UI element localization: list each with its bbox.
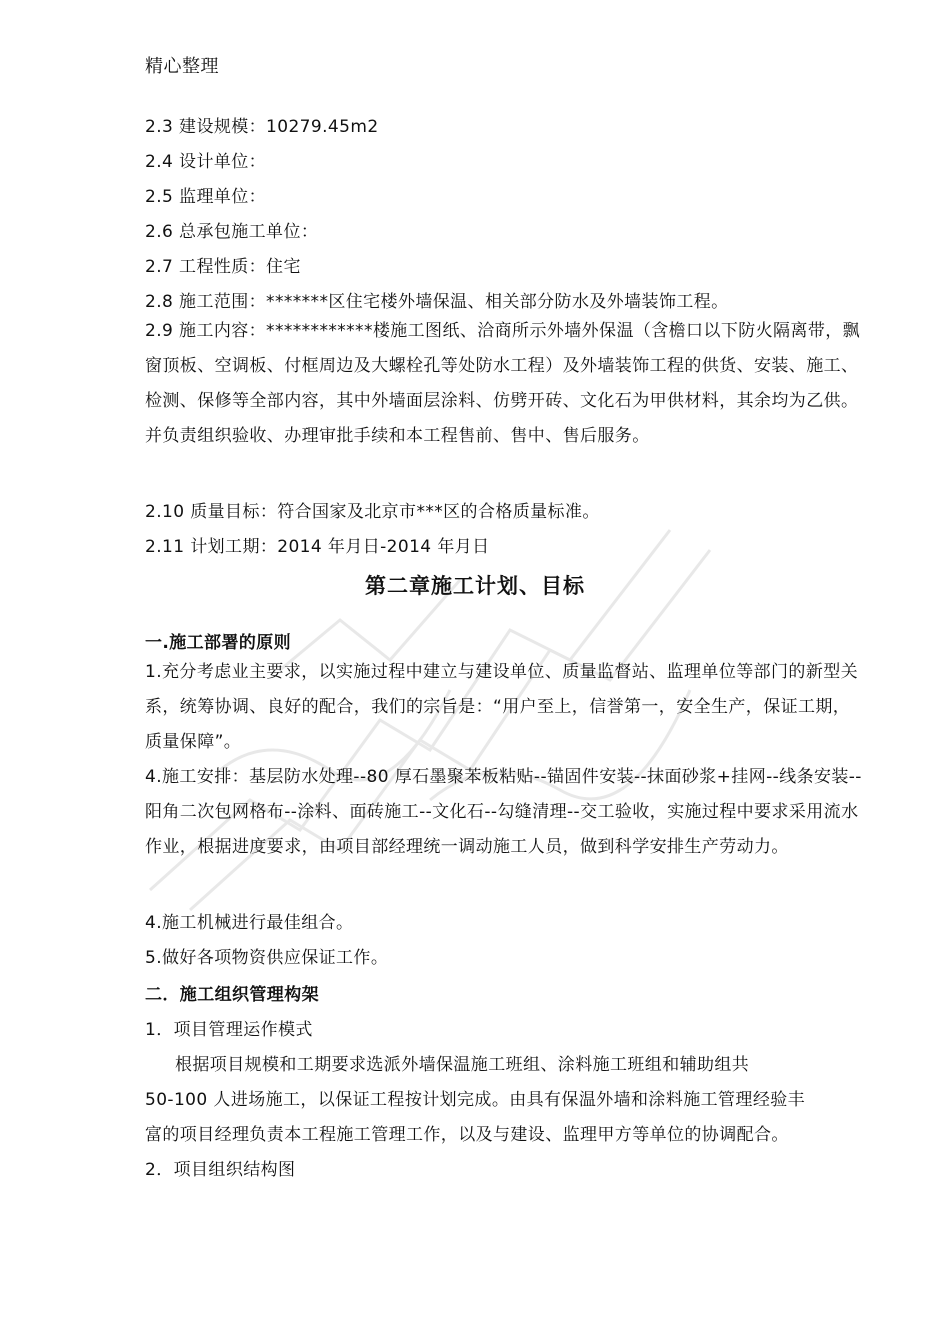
section-2-paragraph-line-3: 富的项目经理负责本工程施工管理工作，以及与建设、监理甲方等单位的协调配合。	[145, 1125, 789, 1145]
item-2-4: 2.4 设计单位：	[145, 152, 267, 172]
section-1-heading: 一.施工部署的原则	[145, 633, 292, 653]
section-2-paragraph-line-2: 50-100 人进场施工，以保证工程按计划完成。由具有保温外墙和涂料施工管理经验丰	[145, 1090, 806, 1110]
item-2-3: 2.3 建设规模：10279.45m2	[145, 117, 379, 137]
item-2-5: 2.5 监理单位：	[145, 187, 267, 207]
section-1-paragraph-4: 5.做好各项物资供应保证工作。	[145, 948, 389, 968]
item-2-10: 2.10 质量目标：符合国家及北京市***区的合格质量标准。	[145, 502, 600, 522]
section-1-paragraph-3: 4.施工机械进行最佳组合。	[145, 913, 354, 933]
item-2-6: 2.6 总承包施工单位：	[145, 222, 319, 242]
chapter-title: 第二章施工计划、目标	[365, 574, 585, 598]
section-2-heading: 二．施工组织管理构架	[145, 985, 319, 1005]
item-2-7: 2.7 工程性质：住宅	[145, 257, 301, 277]
item-2-11: 2.11 计划工期：2014 年月日-2014 年月日	[145, 537, 490, 557]
header-label: 精心整理	[145, 56, 219, 77]
section-1-paragraph-2: 4.施工安排：基层防水处理--80 厚石墨聚苯板粘贴--锚固件安装--抹面砂浆+挂网--线条安装--阳角二次包网格布--涂料、面砖施工--文化石--勾缝清理--交工验收，实施过程中要求采用流水作业，根据进度要求，由项目部经理统一调动施工人员，做到科学安排生产劳动力。	[145, 767, 862, 857]
section-2-subheading-1: 1．项目管理运作模式	[145, 1020, 313, 1040]
section-1-paragraph-1: 1.充分考虑业主要求，以实施过程中建立与建设单位、质量监督站、监理单位等部门的新型关系，统筹协调、良好的配合，我们的宗旨是：“用户至上，信誉第一，安全生产，保证工期，质量保障”。	[145, 662, 859, 752]
item-2-8: 2.8 施工范围：*******区住宅楼外墙保温、相关部分防水及外墙装饰工程。	[145, 292, 729, 312]
section-2-paragraph-line-1: 根据项目规模和工期要求选派外墙保温施工班组、涂料施工班组和辅助组共	[175, 1055, 750, 1075]
item-2-9: 2.9 施工内容：************楼施工图纸、洽商所示外墙外保温（含檐口以下防火隔离带，飘窗顶板、空调板、付框周边及大螺栓孔等处防水工程）及外墙装饰工程的供货、安装、施工、检测、保修等全部内容，其中外墙面层涂料、仿劈开砖、文化石为甲供材料，其余均为乙供。并负责组织验收、办理审批手续和本工程售前、售中、售后服务。	[145, 321, 861, 446]
section-2-subheading-2: 2．项目组织结构图	[145, 1160, 296, 1180]
